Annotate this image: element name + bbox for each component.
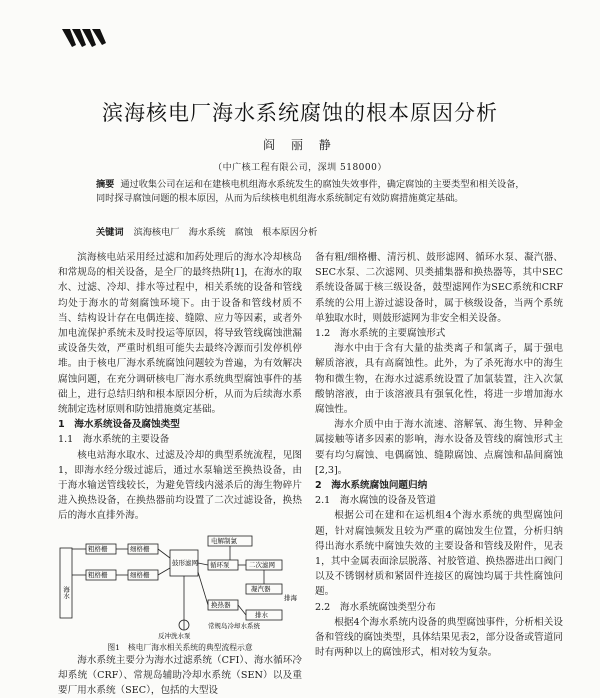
fig-hx-label: 换热器	[211, 600, 231, 609]
section-1-2-paragraph-2: 海水介质中由于海水流速、溶解氧、海生物、异种金属接触等诸多因素的影响，海水设备及管线的腐蚀形式主要有均匀腐蚀、电偶腐蚀、缝隙腐蚀、点腐蚀和晶间腐蚀[2,3]。	[315, 419, 563, 476]
fig-fine-label-1: 细格栅	[130, 544, 150, 553]
section-1-1-heading: 1.1 海水系统的主要设备	[58, 434, 170, 446]
keywords	[96, 224, 526, 238]
abstract-text: 通过收集公司在运和在建核电机组海水系统发生的腐蚀失效事件，确定腐蚀的主要类型和相关设备，同时探寻腐蚀问题的根本原因，从而为后续核电机组海水系统制定有效防腐措施奠定基础。	[96, 179, 525, 204]
fig-sec-screen-label: 二次滤网	[249, 560, 275, 569]
flow-diagram	[58, 530, 302, 640]
section-2-1-heading: 2.1 海水腐蚀的设备及管道	[315, 495, 436, 507]
paper-title: 滨海核电厂海水系统腐蚀的根本原因分析	[102, 101, 498, 125]
equipment-continued-paragraph: 备有粗/细格栅、清污机、鼓形滤网、循环水泵、凝汽器、SEC水泵、二次滤网、贝类捕集器和换热器等，其中SEC系统设备属于核三级设备，鼓型滤网作为SEC系统和CRF系统的公用上游过滤设备时，属于核级设备，当两个系统单独取水时，则鼓形滤网为非安全相关设备。	[315, 252, 563, 324]
affiliation: （中广核工程有限公司，深圳 518000）	[213, 163, 387, 173]
abstract-label: 摘要	[96, 179, 115, 190]
fig-backwash-label: 反冲洗水泵	[158, 631, 191, 640]
abstract	[96, 178, 526, 205]
fig-pump-label: 循环泵	[210, 560, 230, 569]
section-1-2-paragraph-1: 海水中由于含有大量的盐类离子和氯离子，属于强电解质溶液，具有高腐蚀性。此外，为了杀死海水中的海生物和微生物，在海水过滤系统设置了加氯装置，注入次氯酸钠溶液，由于该溶液具有强氧化性，将进一步增加海水腐蚀性。	[315, 343, 563, 416]
section-2-1-paragraph: 根据公司在建和在运机组4个海水系统的典型腐蚀问题，针对腐蚀频发且较为严重的腐蚀发生位置，分析归纳得出海水系统中腐蚀失效的主要设备和管线及附件，见表1，其中金属表面涂层脱落、衬胶管道、换热器进出口阀门以及不锈钢材质和紧固件连接区的腐蚀均属于共性腐蚀问题。	[315, 510, 563, 598]
journal-logo	[62, 25, 106, 51]
fig-outfall-label: 排海	[284, 593, 297, 602]
fig-drain-label: 排水	[255, 610, 268, 619]
section-1-heading: 1 海水系统设备及腐蚀类型	[58, 419, 180, 431]
figure-1	[58, 530, 302, 640]
keywords-items: 滨海核电厂 海水系统 腐蚀 根本原因分析	[133, 227, 318, 238]
author: 阎 丽 静	[263, 138, 337, 152]
fig-drum-label: 鼓形滤网	[172, 558, 198, 567]
fig-condenser-label: 凝汽器	[251, 584, 271, 593]
fig-chlor-label: 电解制氯	[211, 536, 237, 545]
right-column	[315, 250, 563, 660]
fig-sea-label: 海水	[62, 585, 70, 599]
keywords-label: 关键词	[96, 227, 124, 238]
fig-coarse-label-1: 粗格栅	[88, 544, 108, 553]
section-1-2-heading: 1.2 海水系统的主要腐蚀形式	[315, 328, 446, 340]
section-2-2-heading: 2.2 海水系统腐蚀类型分布	[315, 601, 436, 613]
fig-fine-label-2: 细格栅	[130, 570, 150, 579]
section-2-2-paragraph: 根据4个海水系统内设备的典型腐蚀事件，分析相关设备和管线的腐蚀类型，具体结果见表2，部分设备或管道同时有两种以上的腐蚀形式，相对较为复杂。	[315, 616, 563, 659]
section-2-heading: 2 海水系统腐蚀问题归纳	[315, 480, 428, 492]
figure-1-caption: 图1 核电厂海水相关系统的典型流程示意	[107, 642, 253, 652]
sea-box	[60, 548, 72, 618]
section-1-1-paragraph: 核电站海水取水、过滤及冷却的典型系统流程，见图1，即海水经分级过滤后，通过水泵输送至换热设备，由于海水输送管线较长，为避免管线内滋杀后的海生物碎片进入换热设备，在换热器前均设置了二次过滤设备，换热后的海水直排外海。	[58, 449, 302, 522]
fig-sea-return-label: 常规岛冷却水系统	[208, 621, 260, 630]
fig-coarse-label-2: 粗格栅	[88, 570, 108, 579]
section-1-1-paragraph-2: 海水系统主要分为海水过滤系统（CFI）、海水循环冷却系统（CRF）、常规岛辅助冷却水系统（SEN）以及重要厂用水系统（SEC），包括的大型设	[58, 654, 302, 697]
left-column	[58, 250, 302, 698]
intro-paragraph: 滨海核电站采用经过滤和加药处理后的海水冷却核岛和常规岛的相关设备，是全厂的最终热阱[1]，在海水的取水、过滤、冷却、排水等过程中，相关系统的设备和管线均处于海水的苛刻腐蚀环境下。由于设备和管线材质不当、结构设计存在电偶连接、缝隙、应力等因素，或者外加电流保护系统未及时投运等原因，将导致管线腐蚀泄漏或设备失效，严重时机组可能失去最终冷源而引发停机停堆。由于核电厂海水系统腐蚀问题较为普遍，为有效解决腐蚀问题，在充分调研核电厂海水系统典型腐蚀事件的基础上，进行总结归纳和根本原因分析，从而为后续海水系统制定选材原则和防蚀措施奠定基础。	[58, 252, 302, 416]
